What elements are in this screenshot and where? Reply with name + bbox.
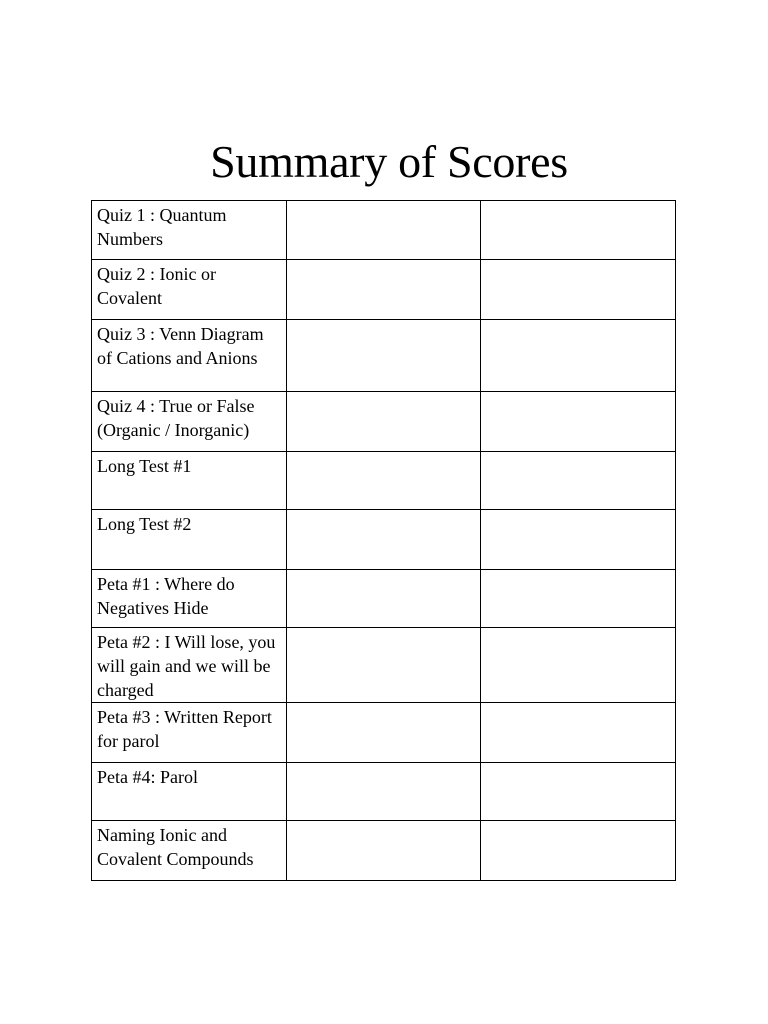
score-cell-2 xyxy=(481,392,676,452)
score-cell-2 xyxy=(481,201,676,260)
scores-table xyxy=(91,200,676,881)
score-cell-2 xyxy=(481,703,676,763)
assessment-label: Quiz 2 : Ionic or Covalent xyxy=(92,260,287,320)
score-cell-2 xyxy=(481,320,676,392)
score-cell-1 xyxy=(287,392,481,452)
score-cell-1 xyxy=(287,320,481,392)
assessment-label: Quiz 4 : True or False (Organic / Inorganic) xyxy=(92,392,287,452)
table-row xyxy=(92,201,676,260)
score-cell-2 xyxy=(481,763,676,821)
table-row xyxy=(92,570,676,628)
score-cell-1 xyxy=(287,628,481,703)
score-cell-1 xyxy=(287,260,481,320)
assessment-label: Quiz 1 : Quantum Numbers xyxy=(92,201,287,260)
score-cell-2 xyxy=(481,510,676,570)
score-cell-1 xyxy=(287,821,481,881)
score-cell-1 xyxy=(287,452,481,510)
assessment-label: Peta #4: Parol xyxy=(92,763,287,821)
assessment-label: Peta #1 : Where do Negatives Hide xyxy=(92,570,287,628)
page-title: Summary of Scores xyxy=(210,136,568,187)
assessment-label: Peta #3 : Written Report for parol xyxy=(92,703,287,763)
table-row xyxy=(92,628,676,703)
assessment-label: Long Test #2 xyxy=(92,510,287,570)
score-cell-1 xyxy=(287,510,481,570)
score-cell-2 xyxy=(481,452,676,510)
assessment-label: Quiz 3 : Venn Diagram of Cations and Anions xyxy=(92,320,287,392)
table-row xyxy=(92,821,676,881)
score-cell-1 xyxy=(287,201,481,260)
score-cell-1 xyxy=(287,703,481,763)
assessment-label: Peta #2 : I Will lose, you will gain and we will be charged xyxy=(92,628,287,703)
table-row xyxy=(92,510,676,570)
score-cell-2 xyxy=(481,260,676,320)
table-row xyxy=(92,392,676,452)
score-cell-2 xyxy=(481,570,676,628)
table-row xyxy=(92,703,676,763)
assessment-label: Long Test #1 xyxy=(92,452,287,510)
table-row xyxy=(92,260,676,320)
assessment-label: Naming Ionic and Covalent Compounds xyxy=(92,821,287,881)
table-row xyxy=(92,320,676,392)
table-row xyxy=(92,763,676,821)
score-cell-1 xyxy=(287,570,481,628)
score-cell-2 xyxy=(481,628,676,703)
score-cell-2 xyxy=(481,821,676,881)
table-row xyxy=(92,452,676,510)
score-cell-1 xyxy=(287,763,481,821)
